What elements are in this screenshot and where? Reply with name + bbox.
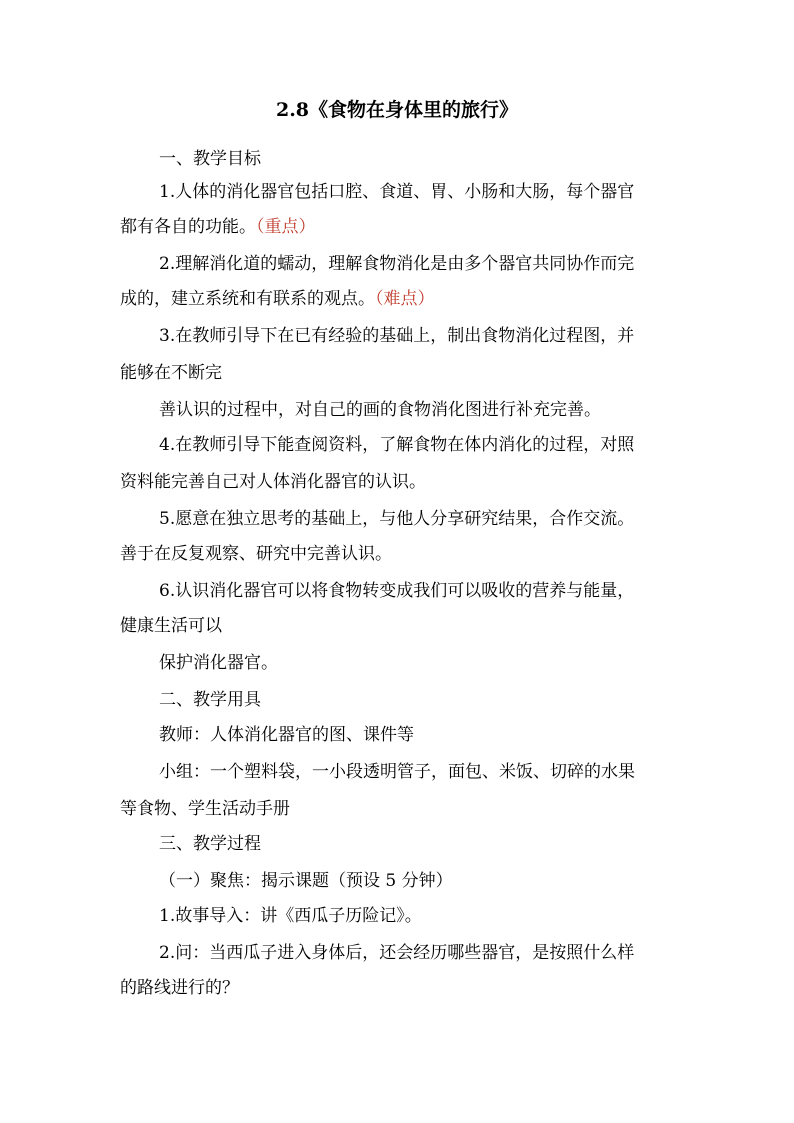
objective-5-line-1: 5.愿意在独立思考的基础上，与他人分享研究结果，合作交流。 — [159, 509, 635, 529]
objective-4-line-2: 资料能完善自己对人体消化器官的认识。 — [120, 472, 426, 492]
objective-1-line-1: 1.人体的消化器官包括口腔、食道、胃、小肠和大肠，每个器官 — [159, 182, 635, 202]
objective-3-line-3: 善认识的过程中，对自己的画的食物消化图进行补充完善。 — [159, 400, 601, 420]
document-title: 2.8《食物在身体里的旅行》 — [275, 99, 519, 121]
section-heading-objectives: 一、教学目标 — [159, 149, 261, 169]
objective-4-line-1: 4.在教师引导下能查阅资料，了解食物在体内消化的过程，对照 — [159, 435, 635, 455]
process-step-focus: （一）聚焦：揭示课题（预设 5 分钟） — [159, 871, 453, 891]
objective-3-line-1: 3.在教师引导下在已有经验的基础上，制出食物消化过程图，并 — [159, 326, 635, 346]
process-item-2-line-2: 的路线进行的？ — [120, 978, 239, 998]
key-point-mark: （重点） — [256, 217, 316, 237]
difficult-point-mark: （难点） — [375, 289, 435, 309]
objective-3-line-2: 能够在不断完 — [120, 363, 222, 383]
objective-1-text: 都有各自的功能。 — [120, 217, 256, 237]
tools-group-line-2: 等食物、学生活动手册 — [120, 799, 290, 819]
objective-6-line-3: 保护消化器官。 — [159, 653, 278, 673]
process-item-1: 1.故事导入：讲《西瓜子历险记》。 — [159, 906, 422, 926]
tools-group-line-1: 小组：一个塑料袋，一小段透明管子，面包、米饭、切碎的水果 — [159, 762, 635, 782]
section-heading-process: 三、教学过程 — [159, 834, 261, 854]
objective-2-line-2 — [120, 287, 435, 311]
objective-1-line-2 — [120, 215, 316, 239]
objective-5-line-2: 善于在反复观察、研究中完善认识。 — [120, 544, 392, 564]
objective-2-text: 成的，建立系统和有联系的观点。 — [120, 289, 375, 309]
objective-2-line-1: 2.理解消化道的蠕动，理解食物消化是由多个器官共同协作而完 — [159, 254, 635, 274]
objective-6-line-2: 健康生活可以 — [120, 616, 222, 636]
section-heading-tools: 二、教学用具 — [159, 690, 261, 710]
objective-6-line-1: 6.认识消化器官可以将食物转变成我们可以吸收的营养与能量， — [159, 581, 635, 601]
tools-teacher: 教师：人体消化器官的图、课件等 — [159, 725, 414, 745]
process-item-2-line-1: 2.问：当西瓜子进入身体后，还会经历哪些器官，是按照什么样 — [159, 943, 635, 963]
